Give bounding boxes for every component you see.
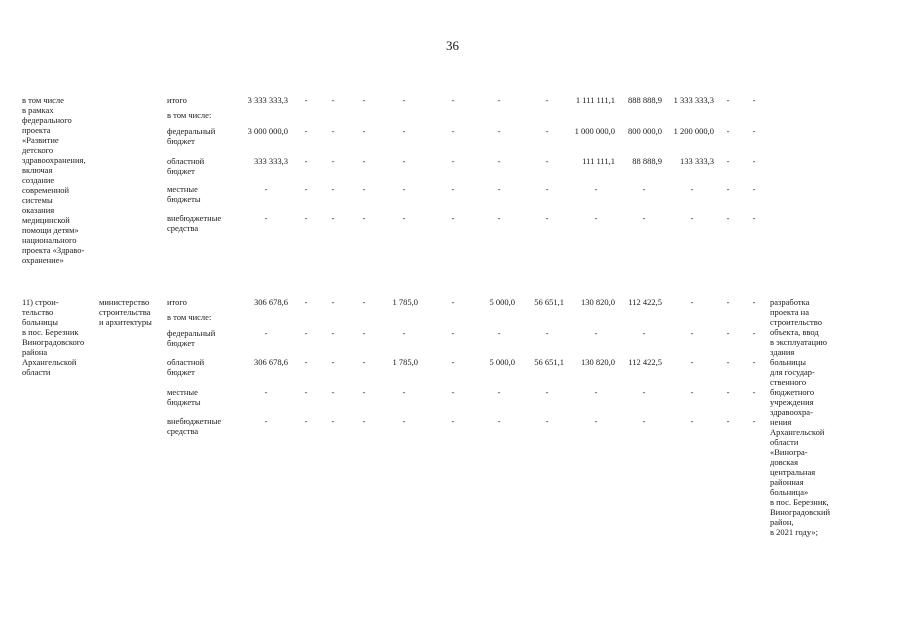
value-cell: - — [451, 297, 455, 307]
value-cell: - — [402, 156, 406, 166]
value-cell: - — [331, 184, 335, 194]
value-cell: - — [726, 297, 730, 307]
value-cell: 1 200 000,0 — [673, 126, 714, 136]
value-cell: - — [304, 387, 308, 397]
value-cell: - — [304, 213, 308, 223]
value-cell: - — [402, 126, 406, 136]
value-cell: - — [451, 126, 455, 136]
value-cell: - — [726, 387, 730, 397]
value-cell: - — [497, 213, 501, 223]
section-1-total-value: 3 333 333,3 — [247, 95, 288, 105]
value-cell: - — [304, 357, 308, 367]
value-cell: - — [752, 184, 756, 194]
value-cell: 112 422,5 — [628, 357, 662, 367]
value-cell: - — [594, 387, 598, 397]
value-cell: 1 000 000,0 — [574, 126, 615, 136]
value-cell: - — [594, 328, 598, 338]
value-cell: - — [304, 126, 308, 136]
value-cell: - — [402, 95, 406, 105]
value-cell: - — [331, 297, 335, 307]
value-cell: - — [402, 416, 406, 426]
section-1-source-including: в том числе: — [167, 110, 212, 120]
value-cell: - — [690, 213, 694, 223]
value-cell: 333 333,3 — [254, 156, 288, 166]
value-cell: - — [545, 416, 549, 426]
value-cell: - — [362, 357, 366, 367]
value-cell: 56 651,1 — [534, 357, 564, 367]
value-cell: 5 000,0 — [489, 357, 515, 367]
value-cell: - — [304, 416, 308, 426]
value-cell: - — [690, 184, 694, 194]
section-2-result: разработка проекта на строительство объекта, ввод в эксплуатацию здания больницы для государ- ственного бюджетного учреждения здравоохра- нения Архангельской области «Виногра- довская центральная районная больница» в пос. Березник, Виноградовский район, в 2021 году»; — [770, 297, 831, 537]
value-cell: 800 000,0 — [628, 126, 662, 136]
section-1-source-federal: федеральный бюджет — [167, 126, 216, 146]
value-cell: - — [726, 184, 730, 194]
value-cell: 1 111 111,1 — [575, 95, 615, 105]
value-cell: - — [726, 213, 730, 223]
value-cell: - — [690, 297, 694, 307]
value-cell: - — [304, 156, 308, 166]
value-cell: - — [331, 156, 335, 166]
value-cell: - — [402, 387, 406, 397]
section-1-source-total: итого — [167, 95, 187, 105]
value-cell: - — [362, 184, 366, 194]
value-cell: - — [752, 213, 756, 223]
value-cell: - — [752, 416, 756, 426]
value-cell: - — [726, 156, 730, 166]
section-2-total-value: 306 678,6 — [254, 297, 288, 307]
value-cell: - — [304, 184, 308, 194]
value-cell: - — [451, 213, 455, 223]
value-cell: 5 000,0 — [489, 297, 515, 307]
value-cell: - — [690, 387, 694, 397]
section-1-source-extrabudget: внебюджетные средства — [167, 213, 222, 233]
value-cell: - — [752, 387, 756, 397]
section-2-source-local: местные бюджеты — [167, 387, 201, 407]
value-cell: - — [642, 416, 646, 426]
value-cell: - — [545, 126, 549, 136]
value-cell: - — [304, 328, 308, 338]
value-cell: - — [331, 357, 335, 367]
value-cell: - — [726, 357, 730, 367]
value-cell: - — [545, 328, 549, 338]
section-1-source-regional: областной бюджет — [167, 156, 205, 176]
value-cell: - — [497, 184, 501, 194]
value-cell: - — [331, 328, 335, 338]
value-cell: - — [451, 156, 455, 166]
value-cell: - — [752, 297, 756, 307]
value-cell: - — [726, 416, 730, 426]
value-cell: - — [642, 328, 646, 338]
value-cell: - — [402, 184, 406, 194]
value-cell: - — [331, 95, 335, 105]
value-cell: - — [402, 213, 406, 223]
value-cell: - — [690, 328, 694, 338]
value-cell: - — [726, 328, 730, 338]
value-cell: - — [362, 156, 366, 166]
value-cell: - — [331, 387, 335, 397]
section-2-source-total: итого — [167, 297, 187, 307]
value-cell: - — [642, 184, 646, 194]
value-cell: - — [362, 416, 366, 426]
value-cell: - — [304, 95, 308, 105]
value-cell: - — [331, 126, 335, 136]
value-cell: 1 785,0 — [392, 357, 418, 367]
value-cell: - — [752, 156, 756, 166]
value-cell: - — [752, 126, 756, 136]
value-cell: 130 820,0 — [581, 357, 615, 367]
value-cell: - — [545, 213, 549, 223]
value-cell: - — [594, 416, 598, 426]
section-2-executor: министерство строительства и архитектуры — [99, 297, 152, 327]
value-cell: - — [497, 95, 501, 105]
value-cell: - — [726, 126, 730, 136]
value-cell: - — [362, 328, 366, 338]
value-cell: - — [690, 357, 694, 367]
value-cell: - — [594, 184, 598, 194]
value-cell: 306 678,6 — [254, 357, 288, 367]
value-cell: 130 820,0 — [581, 297, 615, 307]
value-cell: - — [752, 95, 756, 105]
value-cell: - — [451, 357, 455, 367]
value-cell: - — [451, 416, 455, 426]
value-cell: - — [362, 126, 366, 136]
value-cell: - — [545, 95, 549, 105]
value-cell: 111 111,1 — [582, 156, 615, 166]
value-cell: - — [451, 387, 455, 397]
value-cell: - — [362, 387, 366, 397]
value-cell: - — [264, 213, 268, 223]
value-cell: - — [362, 213, 366, 223]
value-cell: - — [451, 95, 455, 105]
section-2-name: 11) строи- тельство больницы в пос. Березник Виноградовского района Архангельской области — [22, 297, 85, 377]
value-cell: - — [362, 297, 366, 307]
value-cell: 88 888,9 — [632, 156, 662, 166]
value-cell: - — [545, 184, 549, 194]
value-cell: 1 785,0 — [392, 297, 418, 307]
section-2-source-extrabudget: внебюджетные средства — [167, 416, 222, 436]
value-cell: - — [642, 213, 646, 223]
value-cell: - — [545, 156, 549, 166]
section-2-source-including: в том числе: — [167, 312, 212, 322]
value-cell: - — [402, 328, 406, 338]
value-cell: 3 000 000,0 — [247, 126, 288, 136]
value-cell: - — [594, 213, 598, 223]
value-cell: 112 422,5 — [628, 297, 662, 307]
section-2-source-federal: федеральный бюджет — [167, 328, 216, 348]
value-cell: - — [331, 213, 335, 223]
value-cell: - — [451, 328, 455, 338]
value-cell: 1 333 333,3 — [673, 95, 714, 105]
value-cell: - — [497, 387, 501, 397]
value-cell: - — [304, 297, 308, 307]
value-cell: - — [264, 416, 268, 426]
value-cell: - — [497, 328, 501, 338]
value-cell: - — [545, 387, 549, 397]
value-cell: 133 333,3 — [680, 156, 714, 166]
value-cell: - — [362, 95, 366, 105]
section-1-source-local: местные бюджеты — [167, 184, 201, 204]
value-cell: 888 888,9 — [628, 95, 662, 105]
section-1-name: в том числе в рамках федерального проекта «Развитие детского здравоохранения, включая создание современной системы оказания медицинской помощи детям» национального проекта «Здраво- охранение» — [22, 95, 86, 265]
value-cell: - — [264, 184, 268, 194]
value-cell: - — [497, 156, 501, 166]
value-cell: - — [497, 416, 501, 426]
value-cell: - — [690, 416, 694, 426]
page-number: 36 — [446, 38, 459, 53]
value-cell: - — [331, 416, 335, 426]
value-cell: - — [752, 328, 756, 338]
value-cell: - — [726, 95, 730, 105]
value-cell: - — [752, 357, 756, 367]
section-2-source-regional: областной бюджет — [167, 357, 205, 377]
value-cell: - — [264, 387, 268, 397]
value-cell: - — [451, 184, 455, 194]
value-cell: - — [642, 387, 646, 397]
value-cell: - — [264, 328, 268, 338]
value-cell: - — [497, 126, 501, 136]
value-cell: 56 651,1 — [534, 297, 564, 307]
